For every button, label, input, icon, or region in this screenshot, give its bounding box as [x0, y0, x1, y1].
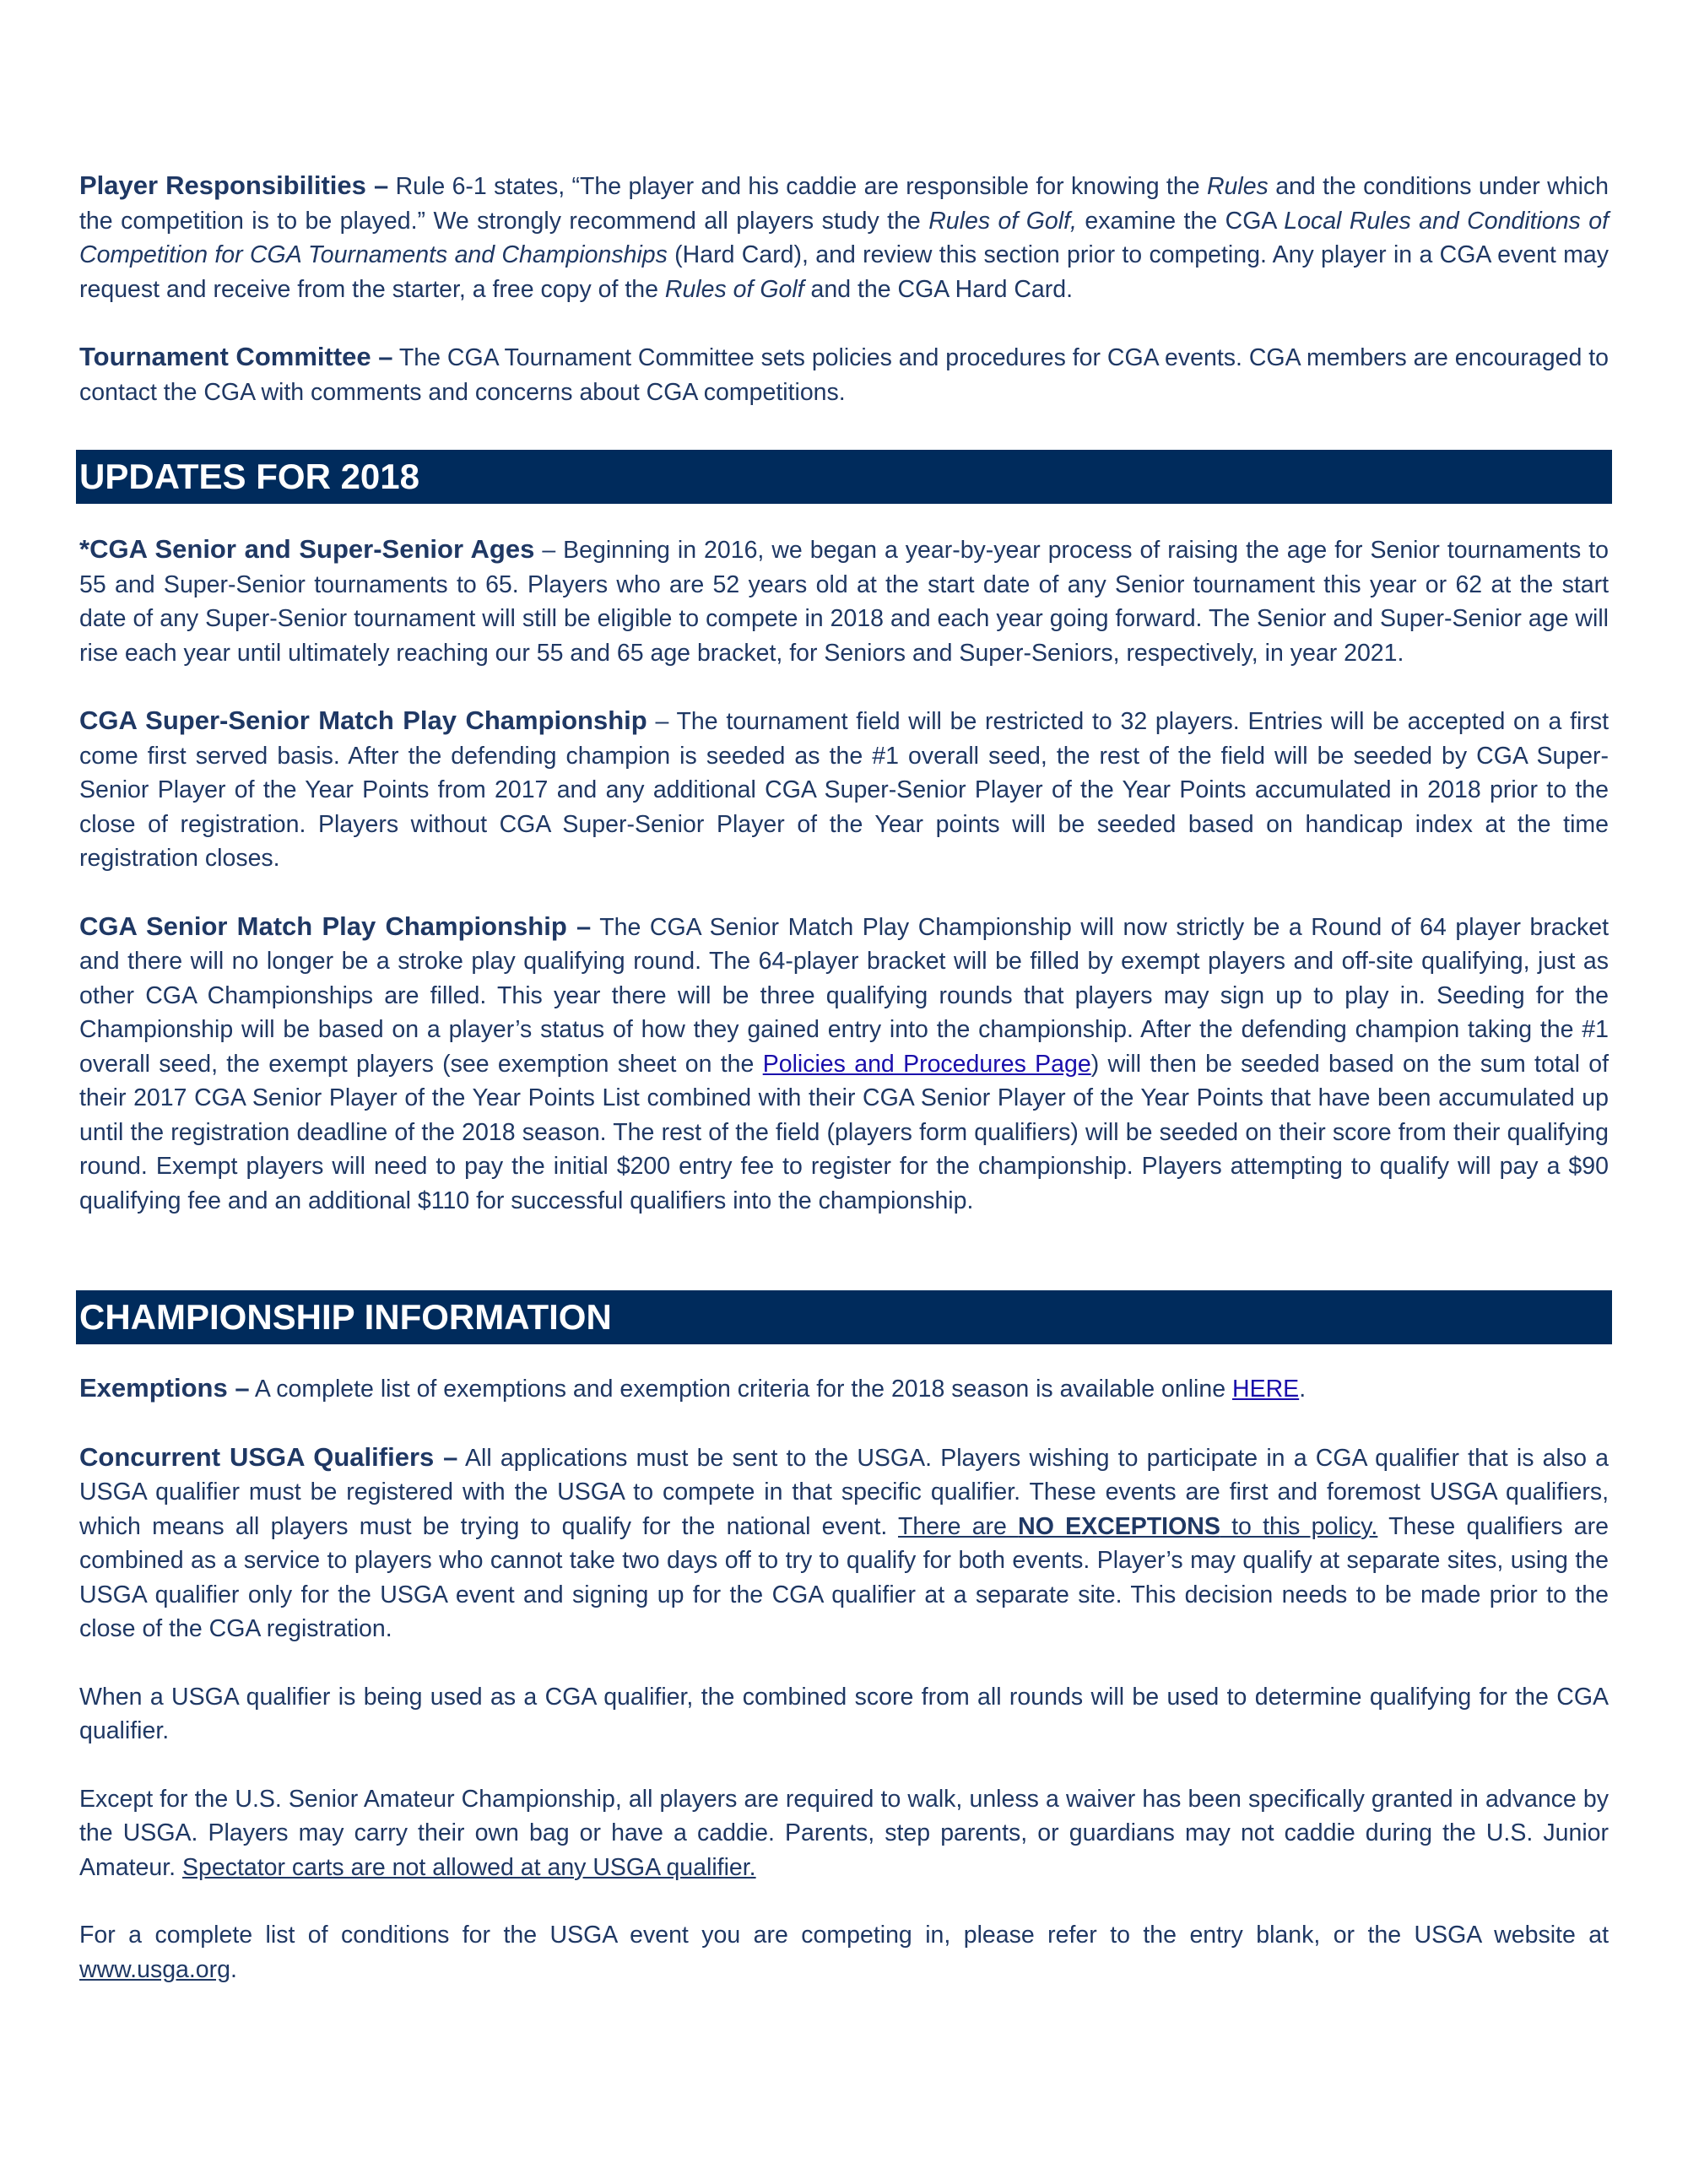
- text: The CGA Senior Match Play Championship will now strictly be a Round of 64 player bracket and there will no longer be a stroke play qualifying round. The 64-player bracket will be filled by exempt players and off-site qualifying, just as other CGA Championships are filled. This year there will be three qualifying rounds that players may sign up to play in. Seeding for the Championship will be based on a player’s status of how they gained entry into the championship. After the defending champion taking the #1 overall seed, the exempt players (see exemption sheet on the: [79, 913, 1609, 1078]
- usga-website-link[interactable]: www.usga.org: [79, 1955, 231, 1983]
- usga-qualifiers-heading: Concurrent USGA Qualifiers –: [79, 1441, 458, 1472]
- text: and the conditions under which the competition is to be played.” We strongly recommend all players study the: [79, 173, 1609, 235]
- senior-ages-heading: *CGA Senior and Super-Senior Ages: [79, 534, 535, 564]
- text: .: [230, 1955, 237, 1983]
- text: There are: [898, 1512, 1019, 1540]
- text: The CGA Tournament Committee sets policies and procedures for CGA events. CGA members are encouraged to contact the CGA with comments and concerns about CGA competitions.: [79, 344, 1609, 406]
- text: Rule 6-1 states, “The player and his caddie are responsible for knowing the: [388, 173, 1207, 200]
- exemptions-here-link[interactable]: HERE: [1232, 1376, 1300, 1403]
- exemptions-heading: Exemptions –: [79, 1373, 250, 1403]
- text: For a complete list of conditions for the USGA event you are competing in, please refer to the entry blank, or the USGA website at: [79, 1922, 1609, 1949]
- text: .: [1299, 1376, 1307, 1403]
- text: examine the CGA: [1076, 207, 1285, 235]
- text: Except for the U.S. Senior Amateur Championship, all players are required to walk, unless a waiver has been specifically granted in advance by the USGA. Players may carry their own bag or have a caddie. Parents, step parents, or guardians may not caddie during the U.S. Junior Amateur.: [79, 1785, 1609, 1881]
- text: – The tournament field will be restricted to 32 players. Entries will be accepted on a first come first served basis. After the defending champion is seeded as the #1 overall seed, the rest of the field will be seeded by CGA Super-Senior Player of the Year Points from 2017 and any additional CGA Super-Senior Player of the Year Points accumulated in 2018 prior to the close of registration. Players without CGA Super-Senior Player of the Year points will be seeded based on handicap index at the time registration closes.: [79, 708, 1609, 872]
- senior-ages-paragraph: [79, 532, 1609, 670]
- italic-text: Rules of Golf: [664, 275, 804, 303]
- text: A complete list of exemptions and exemption criteria for the 2018 season is available online: [249, 1376, 1232, 1403]
- player-responsibilities-heading: Player Responsibilities –: [79, 170, 389, 200]
- text: ) will then be seeded based on the sum total of their 2017 CGA Senior Player of the Year Points List combined with their CGA Senior Player of the Year Points that have been accumulated up until the registration deadline of the 2018 season. The rest of the field (players form qualifiers) will be seeded on their score from their qualifying round. Exempt players will need to pay the initial $200 entry fee to register for the championship. Players attempting to qualify will pay a $90 qualifying fee and an additional $110 for successful qualifiers into the championship.: [79, 1050, 1609, 1214]
- text: to this policy.: [1220, 1512, 1378, 1540]
- updates-section-header: UPDATES FOR 2018: [76, 450, 1612, 504]
- player-responsibilities-paragraph: [79, 169, 1609, 306]
- no-exceptions-policy: [898, 1513, 1377, 1540]
- text: and the CGA Hard Card.: [803, 275, 1074, 303]
- combined-score-paragraph: When a USGA qualifier is being used as a CGA qualifier, the combined score from all rounds will be used to determine qualifying for the CGA qualifier.: [79, 1683, 1609, 1744]
- senior-match-play-paragraph: [79, 910, 1609, 1219]
- tournament-committee-paragraph: [79, 340, 1609, 409]
- text: – Beginning in 2016, we began a year-by-year process of raising the age for Senior tournaments to 55 and Super-Senior tournaments to 65. Players who are 52 years old at the start date of any Senior tournament this year or 62 at the start date of any Super-Senior tournament will still be eligible to compete in 2018 and each year going forward. The Senior and Super-Senior age will rise each year until ultimately reaching our 55 and 65 age bracket, for Seniors and Super-Seniors, respectively, in year 2021.: [79, 537, 1609, 667]
- usga-qualifiers-paragraph: [79, 1441, 1609, 1646]
- text: These qualifiers are combined as a service to players who cannot take two days off to try to qualify for both events. Player’s may qualify at separate sites, using the USGA qualifier only for the USGA event and signing up for the CGA qualifier at a separate site. This decision needs to be made prior to the close of the CGA registration.: [79, 1512, 1609, 1642]
- spectator-carts-notice: Spectator carts are not allowed at any USGA qualifier.: [181, 1853, 756, 1881]
- super-senior-match-play-heading: CGA Super-Senior Match Play Championship: [79, 705, 647, 735]
- text: (Hard Card), and review this section prior to competing. Any player in a CGA event may request and receive from the starter, a free copy of the: [79, 241, 1609, 303]
- italic-text: Rules: [1206, 173, 1269, 200]
- text: All applications must be sent to the USGA. Players wishing to participate in a CGA qualifier that is also a USGA qualifier must be registered with the USGA to compete in that specific qualifier. These events are first and foremost USGA qualifiers, which means all players must be trying to qualify for the national event.: [79, 1444, 1610, 1540]
- walking-paragraph: [79, 1782, 1609, 1885]
- italic-text: Local Rules and Conditions of Competition for CGA Tournaments and Championships: [79, 207, 1610, 268]
- policies-procedures-link[interactable]: Policies and Procedures Page: [762, 1050, 1091, 1078]
- bold-text: NO EXCEPTIONS: [1018, 1512, 1220, 1540]
- championship-section-header: CHAMPIONSHIP INFORMATION: [76, 1290, 1612, 1344]
- senior-match-play-heading: CGA Senior Match Play Championship –: [79, 911, 592, 941]
- italic-text: Rules of Golf,: [928, 207, 1077, 235]
- tournament-committee-heading: Tournament Committee –: [79, 342, 393, 371]
- document-body: [79, 169, 1609, 1987]
- conditions-paragraph: [79, 1918, 1609, 1987]
- super-senior-match-play-paragraph: [79, 704, 1609, 876]
- exemptions-paragraph: [79, 1371, 1609, 1407]
